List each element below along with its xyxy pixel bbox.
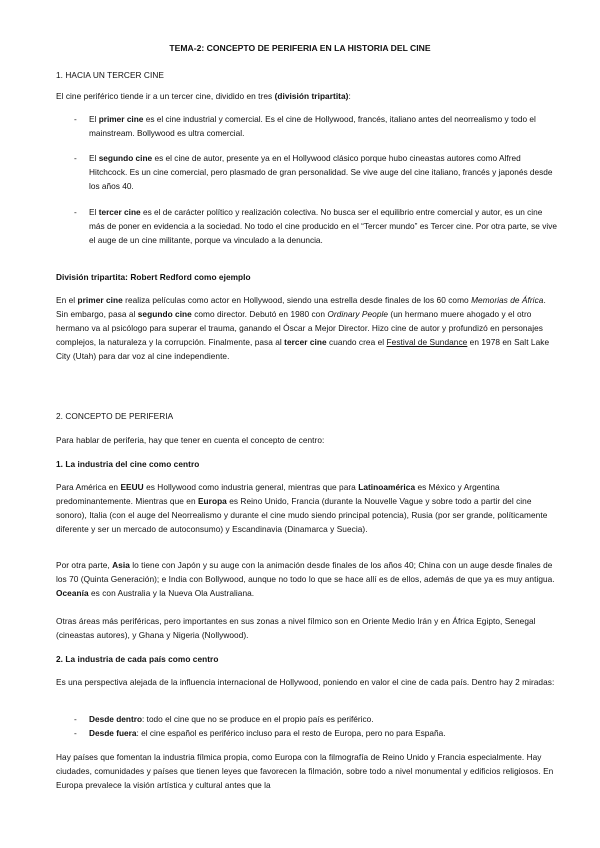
- paragraph-paises-fomentan: Hay países que fomentan la industria fílmica propia, como Europa con la filmografía de Reino Unido y Francia especialmente. Hay ciudades, comunidades y países que tienen leyes que favorecen la filmación, sobre todo a nivel monumental y edificios religiosos. En Europa prevalece la visión artística y cultural antes que la: [56, 752, 554, 790]
- subheading-division-tripartita: División tripartita: Robert Redford como ejemplo: [56, 272, 251, 282]
- paragraph-america-europa: Para América en EEUU es Hollywood como industria general, mientras que para Latinoamérica es México y Argentina predominantemente. Mientras que en Europa es Reino Unido, Francia (durante la Nouvelle Vague y sobre todo a partir del cine sonoro), Italia (con el auge del Neorrealismo y durante el cine mudo siendo principal potencia), Rusia (por ser grande, políticamente diferente y ser un mercado de autoconsumo) y Escandinavia (Dinamarca y Suecia).: [56, 482, 548, 534]
- bullet-dash: -: [74, 114, 77, 124]
- bullet-dash: -: [74, 714, 77, 724]
- subheading-industria-centro: 1. La industria del cine como centro: [56, 459, 200, 469]
- bullet-desde-dentro: Desde dentro: todo el cine que no se produce en el propio país es periférico.: [89, 714, 374, 724]
- bullet-primer-cine: El primer cine es el cine industrial y comercial. Es el cine de Hollywood, francés, italiano antes del neorrealismo y todo el mainstream. Bollywood es ultra comercial.: [89, 114, 536, 138]
- section-2-heading: 2. CONCEPTO DE PERIFERIA: [56, 411, 174, 421]
- bullet-desde-fuera: Desde fuera: el cine español es periférico incluso para el resto de Europa, pero no para España.: [89, 728, 446, 738]
- document-title: TEMA-2: CONCEPTO DE PERIFERIA EN LA HISTORIA DEL CINE: [169, 43, 431, 53]
- bullet-dash: -: [74, 153, 77, 163]
- section-1-heading: 1. HACIA UN TERCER CINE: [56, 70, 164, 80]
- paragraph-perspectiva: Es una perspectiva alejada de la influencia internacional de Hollywood, poniendo en valor el cine de cada país. Dentro hay 2 miradas:: [56, 677, 555, 687]
- paragraph-otras-areas: Otras áreas más periféricas, pero importantes en sus zonas a nivel fílmico son en Oriente Medio Irán y en África Egipto, Senegal (cineastas autores), y Ghana y Nigeria (Nollywood).: [56, 616, 536, 640]
- paragraph-asia-oceania: Por otra parte, Asia lo tiene con Japón y su auge con la animación desde finales de los años 40; China con un auge desde finales de los 70 (Quinta Generación); e India con Bollywood, aunque no todo lo que se hace allí es de ellos, además de que ya es muy antigua. Oceanía es con Australia y la Nueva Ola Australiana.: [56, 560, 555, 598]
- section-2-intro: Para hablar de periferia, hay que tener en cuenta el concepto de centro:: [56, 435, 325, 445]
- paragraph-robert-redford: En el primer cine realiza películas como actor en Hollywood, siendo una estrella desde finales de los 60 como Memorias de África. Sin embargo, pasa al segundo cine como director. Debutó en 1980 con Ordinary People (un hermano muere ahogado y el otro hermano va al psicólogo para superar el trauma, ganando el Óscar a Mejor Director. Hizo cine de autor y profundizó en personajes complejos, la naturaleza y la corrupción. Finalmente, pasa al tercer cine cuando crea el Festival de Sundance en 1978 en Salt Lake City (Utah) para dar voz al cine independiente.: [56, 295, 550, 361]
- bullet-tercer-cine: El tercer cine es el de carácter político y realización colectiva. No busca ser el equilibrio entre comercial y autor, es un cine más de poner en evidencia a la sociedad. No todo el cine producido en el “Tercer mundo” es Tercer cine. Por otra parte, se vive el auge de un cine militante, porque va vinculado a la denuncia.: [89, 207, 557, 245]
- bullet-segundo-cine: El segundo cine es el cine de autor, presente ya en el Hollywood clásico porque hubo cineastas autores como Alfred Hitchcock. Es un cine comercial, pero plasmado de gran personalidad. Se vive auge del cine italiano, francés y japonés desde los años 40.: [89, 153, 553, 191]
- section-1-intro: El cine periférico tiende ir a un tercer cine, dividido en tres (división tripartita):: [56, 91, 351, 101]
- bullet-dash: -: [74, 207, 77, 217]
- bullet-dash: -: [74, 728, 77, 738]
- subheading-industria-pais: 2. La industria de cada país como centro: [56, 654, 219, 664]
